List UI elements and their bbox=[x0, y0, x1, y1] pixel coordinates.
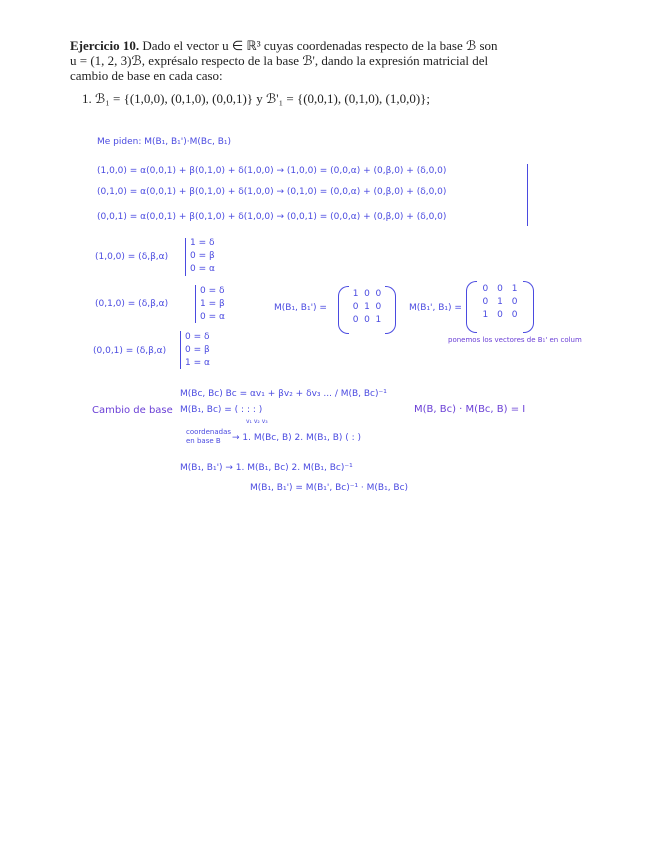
cambio-line-3c: → 1. M(Bc, B) 2. M(B₁, B) ( : ) bbox=[232, 433, 362, 443]
matrix-2-cell: 0 bbox=[482, 284, 489, 294]
exercise-line-1: Dado el vector u ∈ ℝ³ cuyas coordenadas respecto de la base ℬ son bbox=[142, 38, 498, 53]
sys-2-r1: 0 = δ bbox=[200, 286, 225, 296]
matrix-1-cell: 0 bbox=[352, 302, 359, 312]
matrix-1-cell: 1 bbox=[375, 315, 382, 325]
matrix-2-cell: 0 bbox=[482, 297, 489, 307]
sys-1-r2: 0 = β bbox=[190, 251, 215, 261]
cambio-line-2b: v₁ v₂ v₃ bbox=[246, 418, 268, 425]
exercise-title: Ejercicio 10. bbox=[70, 38, 140, 53]
sys-1-r1: 1 = δ bbox=[190, 238, 215, 248]
cambio-line-3a: coordenadas bbox=[186, 428, 232, 436]
matrix-2-cell: 0 bbox=[497, 284, 503, 294]
matrix-2-cell: 0 bbox=[511, 297, 518, 307]
matrix-2-cell: 1 bbox=[511, 284, 518, 294]
sys-1-lhs: (1,0,0) = (δ,β,α) bbox=[95, 252, 169, 262]
matrix-1-cell: 1 bbox=[352, 289, 359, 299]
matrix-2 bbox=[466, 281, 534, 331]
matrix-2-cell: 0 bbox=[497, 310, 503, 320]
exercise-line-2: u = (1, 2, 3)ℬ, exprésalo respecto de la base ℬ', dando la expresión matricial del bbox=[70, 53, 489, 68]
sys-3-r3: 1 = α bbox=[185, 358, 210, 368]
matrix-1-cell: 1 bbox=[364, 302, 370, 312]
sys-1-brace bbox=[185, 238, 186, 276]
matrix-2-cell: 0 bbox=[511, 310, 518, 320]
note-eq-2: (0,1,0) = α(0,0,1) + β(0,1,0) + δ(1,0,0) → (0,1,0) = (0,0,α) + (0,β,0) + (δ,0,0) bbox=[97, 187, 447, 197]
cambio-label: Cambio de base bbox=[92, 405, 173, 416]
sys-3-r1: 0 = δ bbox=[185, 332, 210, 342]
sys-1-r3: 0 = α bbox=[190, 264, 215, 274]
cambio-line-4: M(B₁, B₁') → 1. M(B₁, Bc) 2. M(B₁, Bc)⁻¹ bbox=[180, 463, 353, 473]
exercise-line-3: cambio de base en cada caso: bbox=[70, 68, 223, 83]
sys-3-lhs: (0,0,1) = (δ,β,α) bbox=[93, 346, 167, 356]
eq-brace bbox=[523, 164, 528, 226]
note-eq-3: (0,0,1) = α(0,0,1) + β(0,1,0) + δ(1,0,0) → (0,0,1) = (0,0,α) + (0,β,0) + (δ,0,0) bbox=[97, 212, 447, 222]
matrix-1-label: M(B₁, B₁') = bbox=[274, 303, 327, 313]
note-asked: Me piden: M(B₁, B₁')·M(Bc, B₁) bbox=[97, 137, 232, 147]
exercise-item-1: 1. ℬ₁ = {(1,0,0), (0,1,0), (0,0,1)} y ℬ'₁ = {(0,0,1), (0,1,0), (1,0,0)}; bbox=[82, 91, 431, 106]
matrix-2-label: M(B₁', B₁) = bbox=[409, 303, 462, 313]
matrix-1-cell: 0 bbox=[364, 289, 370, 299]
cambio-line-3b: en base B bbox=[186, 437, 221, 445]
cambio-line-5: M(B₁, B₁') = M(B₁', Bc)⁻¹ · M(B₁, Bc) bbox=[250, 483, 409, 493]
sys-3-brace bbox=[180, 331, 181, 369]
note-eq-1: (1,0,0) = α(0,0,1) + β(0,1,0) + δ(1,0,0) → (1,0,0) = (0,0,α) + (0,β,0) + (δ,0,0) bbox=[97, 166, 447, 176]
sys-2-lhs: (0,1,0) = (δ,β,α) bbox=[95, 299, 169, 309]
matrix-2-note: ponemos los vectores de B₁' en colum bbox=[448, 336, 582, 344]
cambio-line-1: M(Bc, Bc) Bc = αv₁ + βv₂ + δv₃ ... / M(B, Bc)⁻¹ bbox=[180, 389, 387, 399]
sys-2-brace bbox=[195, 285, 196, 323]
cambio-line-2: M(B₁, Bc) = ( : : : ) bbox=[180, 405, 263, 415]
identity-note: M(B, Bc) · M(Bc, B) = I bbox=[414, 404, 526, 415]
sys-2-r3: 0 = α bbox=[200, 312, 225, 322]
sys-2-r2: 1 = β bbox=[200, 299, 225, 309]
matrix-1-cell: 0 bbox=[375, 302, 382, 312]
matrix-1 bbox=[338, 286, 396, 332]
matrix-1-cell: 0 bbox=[364, 315, 370, 325]
exercise-statement bbox=[70, 38, 580, 106]
matrix-1-cell: 0 bbox=[375, 289, 382, 299]
sys-3-r2: 0 = β bbox=[185, 345, 210, 355]
matrix-2-cell: 1 bbox=[497, 297, 503, 307]
matrix-1-cell: 0 bbox=[352, 315, 359, 325]
matrix-2-cell: 1 bbox=[482, 310, 489, 320]
